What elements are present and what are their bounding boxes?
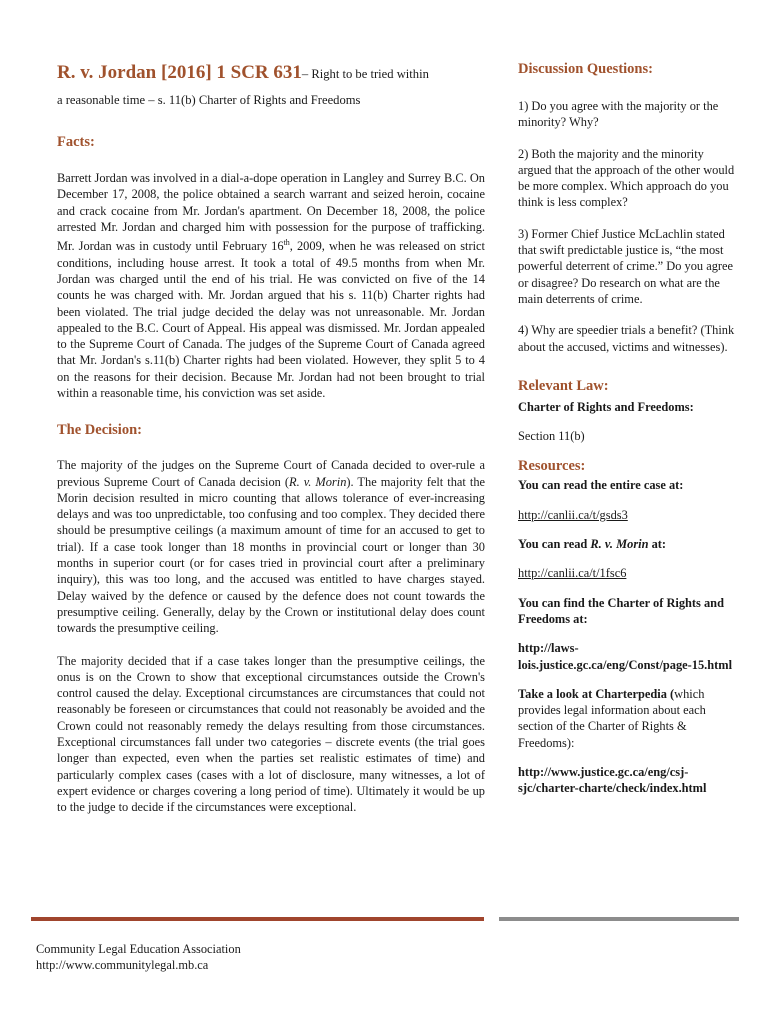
resource-3-label: You can find the Charter of Rights and Freedoms at: [518, 595, 724, 626]
resource-2-case: R. v. Morin [590, 537, 649, 552]
right-column [518, 60, 738, 797]
decision-heading: The Decision: [57, 422, 142, 439]
document-title [57, 60, 485, 113]
case-citation: R. v. Jordan [2016] 1 SCR 631 [57, 62, 302, 83]
resource-2-text-a: You can read [518, 537, 591, 552]
facts-text-cont: , 2009, when he was released on strict conditions, including house arrest. It took a total of 49.5 months from when Mr. Jordan was charged until the end of his trial. He was convicted on five of the 14 counts he was charged with. Mr. Jordan argued that his s. 11(b) Charter rights had been violated. The trial judge decided the delay was not unreasonable. Mr. Jordan appealed to the B.C. Court of Appeal. His appeal was dismissed. Mr. Jordan appealed to the Supreme Court of Canada. The judges of the Supreme Court of Canada agreed that Mr. Jordan's s.11(b) Charter rights had been violated. However, they split 5 to 4 on the reasons for their decision. Because Mr. Jordan had not been brought to trial within a reasonable time, his conviction was set aside. [57, 239, 485, 400]
decision-p1-text-a: The majority of the judges on the Supreme Court of Canada decided to over-rule a previous Supreme Court of Canada decision ( [57, 458, 485, 489]
decision-paragraph-2: The majority decided that if a case takes longer than the presumptive ceilings, the onus is on the Crown to show that exceptional circumstances outside the Crown's control caused the delay. Exceptional circumstances are circumstances that could not reasonably be foreseen or circumstances that could not reasonably be avoided and the Crown could not reasonably remedy the delays resulting from those circumstances. Exceptional circumstances fall under two categories – discrete events (the trial goes longer than expected, even when the parties set realistic estimates of time) and particularly complex cases (cases with a lot of disclosure, many witnesses, a lot of expert evidence or charges covering a long period of time). Ultimately it would be up to the judge to decide if the circumstances were exceptional. [57, 653, 485, 815]
footer-rule-left [31, 917, 484, 921]
case-link[interactable]: http://canlii.ca/t/gsds3 [518, 507, 628, 522]
morin-case-name: R. v. Morin [289, 474, 347, 489]
resource-1-label: You can read the entire case at: [518, 478, 684, 493]
footer [36, 941, 241, 973]
footer-organization: Community Legal Education Association [36, 942, 241, 956]
question-4: 4) Why are speedier trials a benefit? (Think about the accused, victims and witnesses). [518, 323, 735, 354]
morin-link[interactable]: http://canlii.ca/t/1fsc6 [518, 566, 627, 581]
left-column [57, 60, 485, 816]
facts-superscript: th [283, 238, 290, 248]
relevant-law-subheading: Charter of Rights and Freedoms: [518, 399, 694, 414]
discussion-heading: Discussion Questions: [518, 61, 653, 77]
charterpedia-label: Take a look at Charterpedia ( [518, 686, 675, 701]
footer-rule-right [499, 917, 739, 921]
resource-2-label [518, 536, 738, 552]
resources-heading: Resources: [518, 458, 586, 475]
charterpedia-link[interactable]: http://www.justice.gc.ca/eng/csj-sjc/charter-charte/check/index.html [518, 765, 707, 796]
question-2: 2) Both the majority and the minority argued that the approach of the other would be more complex. Which approach do you think is less complex? [518, 146, 735, 210]
question-3: 3) Former Chief Justice McLachlin stated that swift predictable justice is, “the most powerful deterrent of crime.” Do you agree or disagree? Do research on what are the main deterrents of crime. [518, 226, 734, 306]
decision-paragraph-1 [57, 457, 485, 636]
title-subtitle-b: a reasonable time – s. 11(b) Charter of Rights and Freedoms [57, 93, 361, 107]
facts-text: Barrett Jordan was involved in a dial-a-dope operation in Langley and Surrey B.C. On December 17, 2008, the police obtained a search warrant and seized heroin, cocaine and crack cocaine from Mr. Jordan's apartment. On December 18, 2008, the police arrested Mr. Jordan and charged him with possession for the purpose of trafficking. Mr. Jordan was in custody until February 16 [57, 171, 485, 254]
decision-p1-text-b: ). The majority felt that the Morin decision resulted in micro counting that allows tolerance of ever-increasing delays and was too unpredictable, too confusing and too complex. They decided there should be presumptive ceilings (a maximum amount of time for an accused to get to trial). If a case took longer than 18 months in provincial court or longer than 30 months in superior court (or for cases tried in provincial court after a preliminary inquiry), this was too long, and the accused was entitled to have charges stayed. Delay waived by the defence or caused by the defence does not count towards the presumptive ceiling. Generally, delay by the Crown or institutional delay does count towards the presumptive ceiling. [57, 474, 486, 636]
facts-heading: Facts: [57, 134, 95, 150]
facts-body [57, 170, 485, 401]
relevant-law-heading: Relevant Law: [518, 377, 609, 394]
charterpedia-description: which provides legal information about each section of the Charter of Rights & Freedoms): [518, 686, 706, 750]
charter-link[interactable]: http://laws-lois.justice.gc.ca/eng/Const/page-15.html [518, 641, 733, 672]
relevant-law-section: Section 11(b) [518, 429, 585, 444]
footer-url[interactable]: http://www.communitylegal.mb.ca [36, 958, 209, 972]
resource-4-label [518, 686, 738, 751]
resource-2-text-b: at: [648, 537, 667, 552]
question-1: 1) Do you agree with the majority or the minority? Why? [518, 99, 719, 130]
title-subtitle-a: – Right to be tried within [301, 67, 429, 81]
